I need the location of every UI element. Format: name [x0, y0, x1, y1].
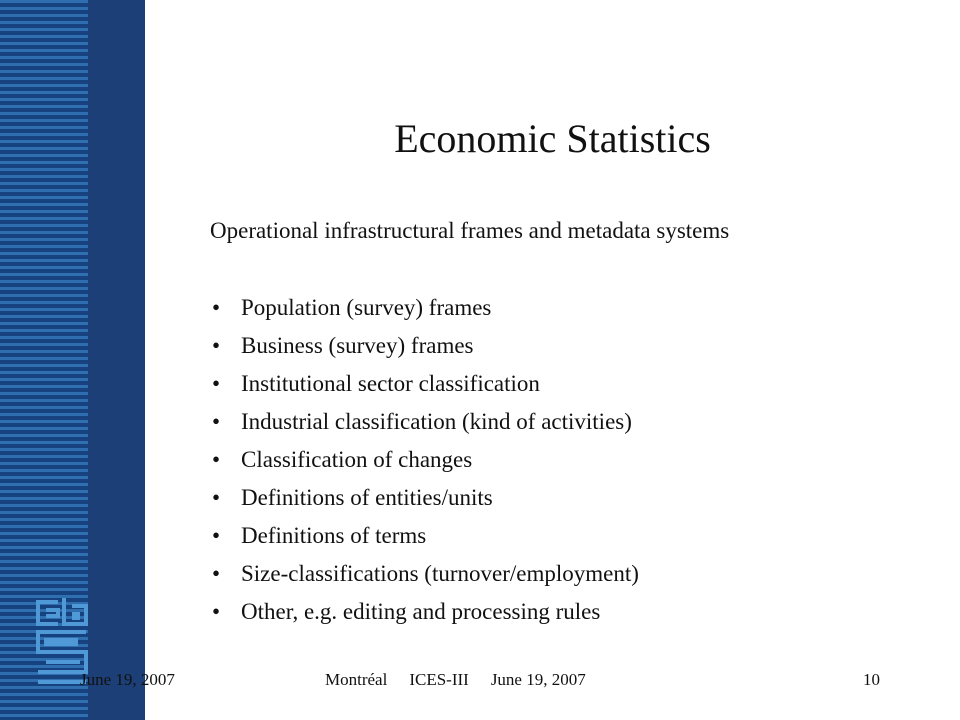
bullet-text: Business (survey) frames	[241, 333, 474, 358]
bullet-dot: •	[212, 485, 221, 510]
bullet-text: Classification of changes	[241, 447, 473, 472]
footer-location: Montréal	[325, 670, 388, 689]
bullet-text: Population (survey) frames	[241, 295, 492, 320]
sidebar-panel	[88, 0, 145, 720]
bullet-text: Size-classifications (turnover/employment)	[241, 561, 639, 586]
bullet-item	[212, 368, 639, 406]
bullet-item	[212, 596, 639, 634]
bullet-dot: •	[212, 599, 221, 624]
bullet-dot: •	[212, 561, 221, 586]
bullet-dot: •	[212, 295, 221, 320]
bullet-item	[212, 558, 639, 596]
bullet-dot: •	[212, 523, 221, 548]
bullet-dot: •	[212, 409, 221, 434]
bullet-text: Other, e.g. editing and processing rules	[241, 599, 601, 624]
slide-title: Economic Statistics	[394, 116, 711, 161]
bullet-text: Institutional sector classification	[241, 371, 540, 396]
bullet-list	[212, 292, 639, 634]
footer-center	[325, 669, 608, 691]
bullet-item	[212, 482, 639, 520]
footer-left-date: June 19, 2007	[80, 670, 175, 689]
bullet-item	[212, 406, 639, 444]
footer-date: June 19, 2007	[490, 670, 586, 689]
footer-conference: ICES-III	[409, 670, 469, 689]
bullet-dot: •	[212, 371, 221, 396]
bullet-text: Industrial classification (kind of activities)	[241, 409, 632, 434]
slide-subtitle: Operational infrastructural frames and metadata systems	[210, 218, 730, 243]
page-number: 10	[863, 670, 880, 689]
bullet-item	[212, 330, 639, 368]
bullet-dot: •	[212, 447, 221, 472]
bullet-item	[212, 292, 639, 330]
bullet-item	[212, 444, 639, 482]
bullet-dot: •	[212, 333, 221, 358]
bullet-text: Definitions of entities/units	[241, 485, 493, 510]
bullet-text: Definitions of terms	[241, 523, 427, 548]
bullet-item	[212, 520, 639, 558]
